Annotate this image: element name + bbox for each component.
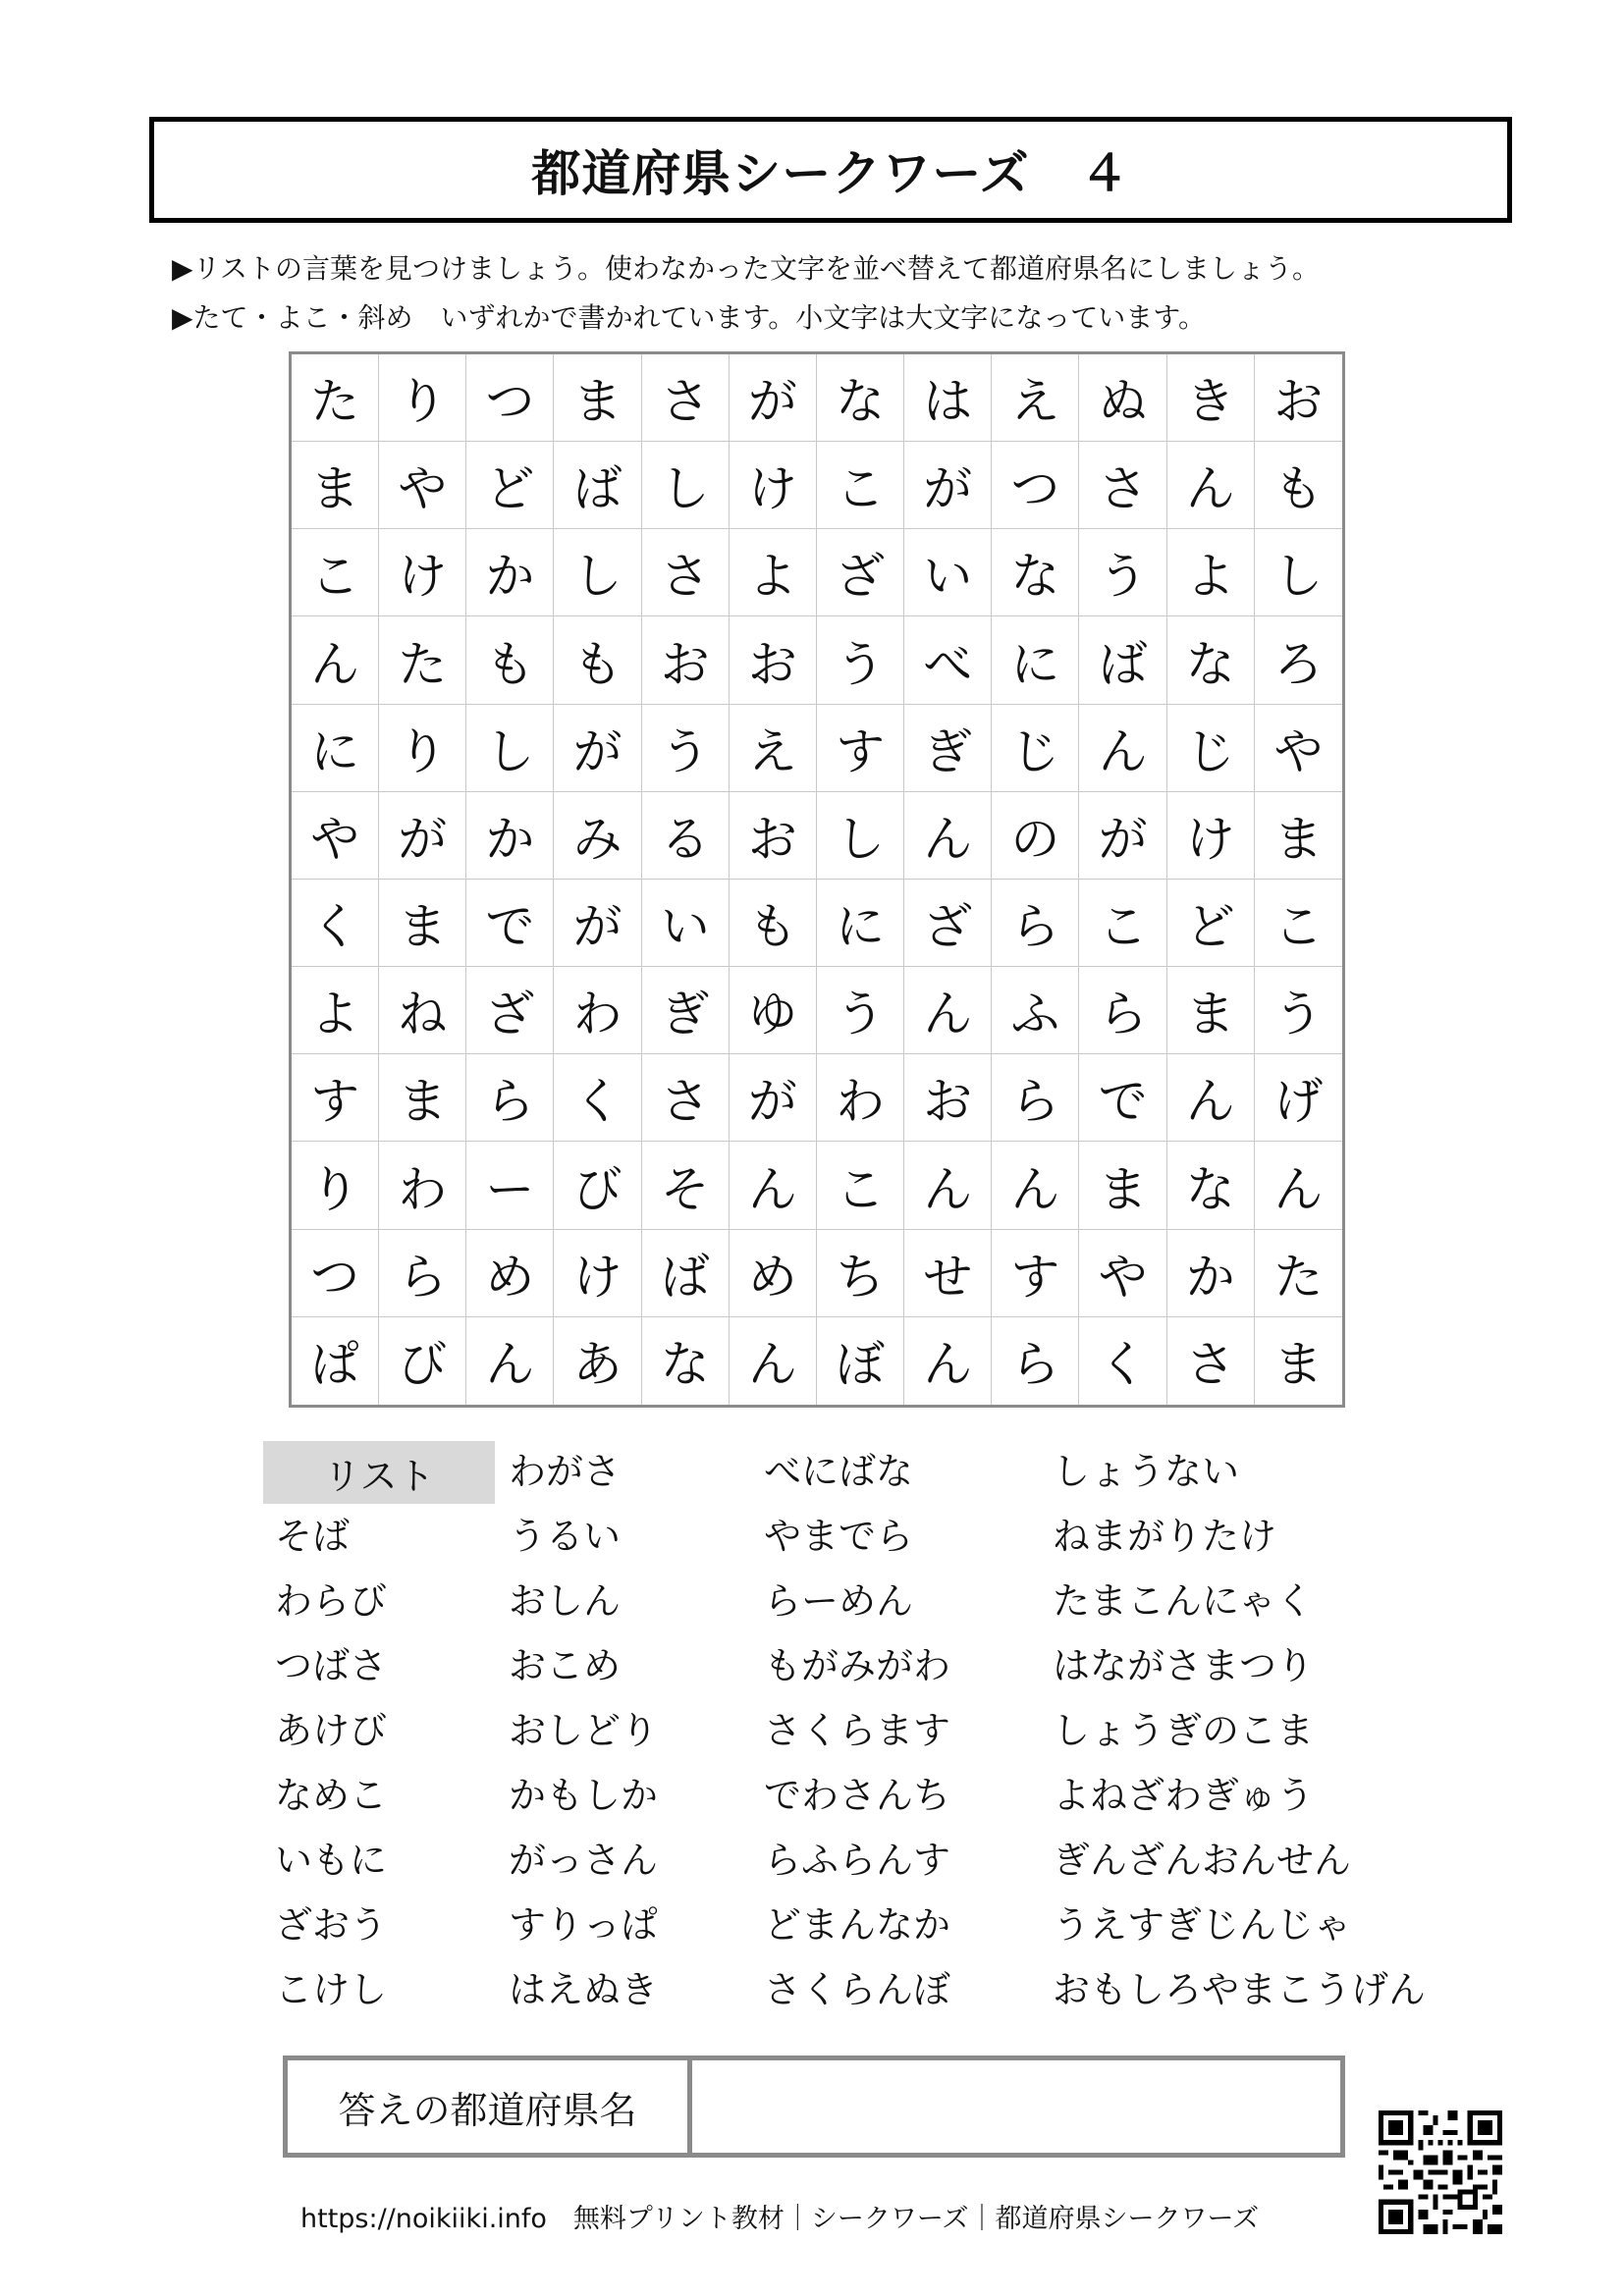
grid-cell[interactable]: で (1079, 1054, 1166, 1142)
grid-cell[interactable]: こ (817, 442, 904, 529)
grid-cell[interactable]: よ (1167, 529, 1255, 616)
list-item: いもに (275, 1839, 388, 1882)
grid-cell[interactable]: ざ (817, 529, 904, 616)
list-item: うるい (509, 1515, 622, 1558)
grid-cell[interactable]: お (1255, 354, 1342, 442)
grid-cell[interactable]: る (642, 792, 730, 880)
grid-cell[interactable]: さ (1079, 442, 1166, 529)
grid-cell[interactable]: さ (1167, 1317, 1255, 1405)
grid-cell[interactable]: け (554, 1230, 641, 1317)
grid-cell[interactable]: ざ (466, 967, 554, 1054)
grid-cell[interactable]: ろ (1255, 616, 1342, 704)
grid-cell[interactable]: も (554, 616, 641, 704)
grid-cell[interactable]: こ (292, 529, 379, 616)
grid-cell[interactable]: す (292, 1054, 379, 1142)
grid-cell[interactable]: じ (1167, 705, 1255, 792)
list-item: さくらんぼ (764, 1968, 951, 2011)
instruction-line-1: ▶リストの言葉を見つけましょう。使わなかった文字を並べ替えて都道府県名にしましょう。 (172, 252, 1320, 285)
grid-cell[interactable]: ま (379, 1054, 466, 1142)
grid-cell[interactable]: が (554, 880, 641, 967)
grid-cell[interactable]: こ (817, 1142, 904, 1229)
qr-code-icon (1379, 2110, 1502, 2234)
list-item: うえすぎじんじゃ (1053, 1903, 1352, 1947)
grid-cell[interactable]: ん (904, 1317, 992, 1405)
grid-cell[interactable]: く (554, 1054, 641, 1142)
grid-cell[interactable]: ど (1167, 880, 1255, 967)
list-item: ぎんざんおんせん (1053, 1839, 1352, 1882)
grid-cell[interactable]: ま (379, 880, 466, 967)
grid-cell[interactable]: ん (1255, 1142, 1342, 1229)
list-item: ねまがりたけ (1053, 1515, 1277, 1558)
grid-cell[interactable]: に (992, 616, 1079, 704)
grid-cell[interactable]: に (817, 880, 904, 967)
list-item: どまんなか (764, 1903, 951, 1947)
grid-cell[interactable]: ら (992, 1317, 1079, 1405)
list-item: おしどり (509, 1709, 659, 1752)
list-item: かもしか (509, 1774, 659, 1817)
footer-text: https://noikiiki.info 無料プリント教材｜シークワーズ｜都道府県シークワーズ (300, 2204, 1260, 2234)
grid-cell[interactable]: ど (466, 442, 554, 529)
grid-cell[interactable]: じ (992, 705, 1079, 792)
grid-cell[interactable]: ば (1079, 616, 1166, 704)
grid-cell[interactable]: も (1255, 442, 1342, 529)
grid-cell[interactable]: ま (1079, 1142, 1166, 1229)
answer-field[interactable] (692, 2060, 1340, 2153)
grid-cell[interactable]: う (642, 705, 730, 792)
grid-cell[interactable]: ん (730, 1142, 817, 1229)
list-item: ざおう (275, 1903, 388, 1947)
grid-cell[interactable]: ぼ (817, 1317, 904, 1405)
grid-cell[interactable]: す (817, 705, 904, 792)
grid-cell[interactable]: お (730, 792, 817, 880)
grid-cell[interactable]: べ (904, 616, 992, 704)
grid-cell[interactable]: す (992, 1230, 1079, 1317)
list-item: がっさん (509, 1839, 659, 1882)
grid-cell[interactable]: か (1167, 1230, 1255, 1317)
grid-cell[interactable]: が (1079, 792, 1166, 880)
grid-cell[interactable]: わ (554, 967, 641, 1054)
grid-cell[interactable]: わ (817, 1054, 904, 1142)
grid-cell[interactable]: う (1255, 967, 1342, 1054)
grid-cell[interactable]: び (554, 1142, 641, 1229)
grid-cell[interactable]: げ (1255, 1054, 1342, 1142)
grid-cell[interactable]: も (730, 880, 817, 967)
grid-cell[interactable]: ざ (904, 880, 992, 967)
list-item: おしん (509, 1579, 622, 1623)
grid-cell[interactable]: え (992, 354, 1079, 442)
list-item: わがさ (509, 1450, 622, 1493)
grid-cell[interactable]: り (379, 354, 466, 442)
grid-cell[interactable]: ん (904, 967, 992, 1054)
grid-cell[interactable]: め (466, 1230, 554, 1317)
grid-cell[interactable]: ん (1167, 442, 1255, 529)
grid-cell[interactable]: ん (992, 1142, 1079, 1229)
grid-cell[interactable]: お (642, 616, 730, 704)
list-heading: リスト (263, 1441, 495, 1504)
list-item: たまこんにゃく (1053, 1579, 1314, 1623)
grid-cell[interactable]: が (904, 442, 992, 529)
grid-cell[interactable]: ぱ (292, 1317, 379, 1405)
grid-cell[interactable]: ま (1255, 792, 1342, 880)
list-item: おこめ (509, 1644, 622, 1687)
grid-cell[interactable]: ゆ (730, 967, 817, 1054)
grid-cell[interactable]: え (730, 705, 817, 792)
grid-cell[interactable]: も (466, 616, 554, 704)
grid-cell[interactable]: か (466, 792, 554, 880)
word-search-grid (289, 351, 1345, 1408)
grid-cell[interactable]: ぬ (1079, 354, 1166, 442)
grid-cell[interactable]: な (1167, 616, 1255, 704)
grid-cell[interactable]: く (1079, 1317, 1166, 1405)
grid-cell[interactable]: い (642, 880, 730, 967)
grid-cell[interactable]: ま (292, 442, 379, 529)
grid-cell[interactable]: た (1255, 1230, 1342, 1317)
grid-cell[interactable]: や (1079, 1230, 1166, 1317)
grid-cell[interactable]: つ (292, 1230, 379, 1317)
list-item: さくらます (764, 1709, 951, 1752)
list-item: すりっぱ (509, 1903, 659, 1947)
grid-cell[interactable]: ら (992, 880, 1079, 967)
list-item: らーめん (764, 1579, 914, 1623)
grid-cell[interactable]: や (379, 442, 466, 529)
grid-cell[interactable]: ら (1079, 967, 1166, 1054)
grid-cell[interactable]: つ (466, 354, 554, 442)
grid-cell[interactable]: り (292, 1142, 379, 1229)
grid-cell[interactable]: わ (379, 1142, 466, 1229)
list-item: でわさんち (764, 1774, 951, 1817)
page-title: 都道府県シークワーズ ４ (531, 145, 1130, 202)
grid-cell[interactable]: け (730, 442, 817, 529)
grid-cell[interactable]: ま (1167, 967, 1255, 1054)
grid-cell[interactable]: く (292, 880, 379, 967)
list-item: しょうぎのこま (1053, 1709, 1315, 1752)
grid-cell[interactable]: き (1167, 354, 1255, 442)
grid-cell[interactable]: が (730, 354, 817, 442)
grid-cell[interactable]: な (992, 529, 1079, 616)
grid-cell[interactable]: し (1255, 529, 1342, 616)
grid-cell[interactable]: い (904, 529, 992, 616)
grid-cell[interactable]: こ (1079, 880, 1166, 967)
instruction-line-2: ▶たて・よこ・斜め いずれかで書かれています。小文字は大文字になっています。 (172, 301, 1207, 334)
instructions (172, 251, 1546, 349)
grid-cell[interactable]: し (466, 705, 554, 792)
list-item: らふらんす (764, 1839, 951, 1882)
list-item: あけび (275, 1709, 388, 1752)
grid-cell[interactable]: ん (904, 792, 992, 880)
grid-cell[interactable]: ぎ (904, 705, 992, 792)
word-list-column-3 (764, 1439, 950, 2022)
word-list-column-4 (1053, 1439, 1426, 2022)
answer-label: 答えの都道府県名 (288, 2060, 692, 2153)
grid-cell[interactable]: た (292, 354, 379, 442)
list-item: しょうない (1053, 1450, 1240, 1493)
list-item: そば (275, 1515, 351, 1558)
grid-cell[interactable]: ふ (992, 967, 1079, 1054)
grid-cell[interactable]: で (466, 880, 554, 967)
grid-cell[interactable]: ち (817, 1230, 904, 1317)
grid-cell[interactable]: お (904, 1054, 992, 1142)
list-item: もがみがわ (764, 1644, 951, 1687)
list-item: はながさまつり (1053, 1644, 1315, 1687)
grid-cell[interactable]: の (992, 792, 1079, 880)
grid-cell[interactable]: よ (730, 529, 817, 616)
grid-cell[interactable]: や (292, 792, 379, 880)
list-item: よねざわぎゅう (1053, 1774, 1315, 1817)
grid-cell[interactable]: ん (466, 1317, 554, 1405)
grid-cell[interactable]: ん (904, 1142, 992, 1229)
grid-cell[interactable]: し (817, 792, 904, 880)
grid-cell[interactable]: が (554, 705, 641, 792)
grid-cell[interactable]: け (379, 529, 466, 616)
grid-cell[interactable]: さ (642, 529, 730, 616)
grid-cell[interactable]: つ (992, 442, 1079, 529)
grid-cell[interactable]: り (379, 705, 466, 792)
grid-cell[interactable]: ば (642, 1230, 730, 1317)
grid-cell[interactable]: ー (466, 1142, 554, 1229)
grid-cell[interactable]: ん (730, 1317, 817, 1405)
grid-cell[interactable]: う (1079, 529, 1166, 616)
list-item: なめこ (275, 1774, 388, 1817)
grid-cell[interactable]: し (554, 529, 641, 616)
list-item: つばさ (275, 1644, 388, 1687)
grid-cell[interactable]: う (817, 616, 904, 704)
grid-cell[interactable]: そ (642, 1142, 730, 1229)
list-item: べにばな (764, 1450, 914, 1493)
grid-cell[interactable]: み (554, 792, 641, 880)
list-item: おもしろやまこうげん (1053, 1968, 1427, 2011)
grid-cell[interactable]: か (466, 529, 554, 616)
grid-cell[interactable]: せ (904, 1230, 992, 1317)
grid-cell[interactable]: び (379, 1317, 466, 1405)
grid-cell[interactable]: が (730, 1054, 817, 1142)
grid-cell[interactable]: が (379, 792, 466, 880)
grid-cell[interactable]: や (1255, 705, 1342, 792)
grid-cell[interactable]: な (642, 1317, 730, 1405)
list-item: やまでら (764, 1515, 914, 1558)
grid-cell[interactable]: こ (1255, 880, 1342, 967)
grid-cell[interactable]: お (730, 616, 817, 704)
grid-cell[interactable]: ら (466, 1054, 554, 1142)
grid-cell[interactable]: ま (1273, 1336, 1324, 1394)
grid-cell[interactable]: な (1167, 1142, 1255, 1229)
grid-cell[interactable]: け (1167, 792, 1255, 880)
grid-cell[interactable]: ら (992, 1054, 1079, 1142)
grid-cell[interactable]: ぎ (642, 967, 730, 1054)
grid-cell[interactable]: さ (642, 1054, 730, 1142)
grid-cell[interactable]: ね (379, 967, 466, 1054)
word-list-column-2 (509, 1439, 658, 2022)
grid-cell[interactable]: し (642, 442, 730, 529)
grid-cell[interactable]: ん (292, 616, 379, 704)
list-item: はえぬき (509, 1968, 659, 2011)
grid-cell[interactable]: ま (554, 354, 641, 442)
list-item: わらび (275, 1579, 388, 1623)
grid-cell[interactable]: め (730, 1230, 817, 1317)
answer-box (283, 2056, 1345, 2158)
grid-cell[interactable]: よ (292, 967, 379, 1054)
grid-cell[interactable]: う (817, 967, 904, 1054)
grid-cell[interactable]: さ (642, 354, 730, 442)
grid-cell[interactable]: ら (379, 1230, 466, 1317)
grid-cell[interactable]: ば (554, 442, 641, 529)
grid-cell[interactable]: に (292, 705, 379, 792)
title-box (149, 117, 1512, 223)
grid-cell[interactable]: な (817, 354, 904, 442)
grid-cell[interactable]: ん (1079, 705, 1166, 792)
list-item: こけし (275, 1968, 388, 2011)
grid-cell[interactable]: ん (1167, 1054, 1255, 1142)
word-list-column-1 (275, 1504, 387, 2022)
grid-cell[interactable]: は (904, 354, 992, 442)
grid-cell[interactable]: た (379, 616, 466, 704)
grid-cell[interactable]: あ (554, 1317, 641, 1405)
